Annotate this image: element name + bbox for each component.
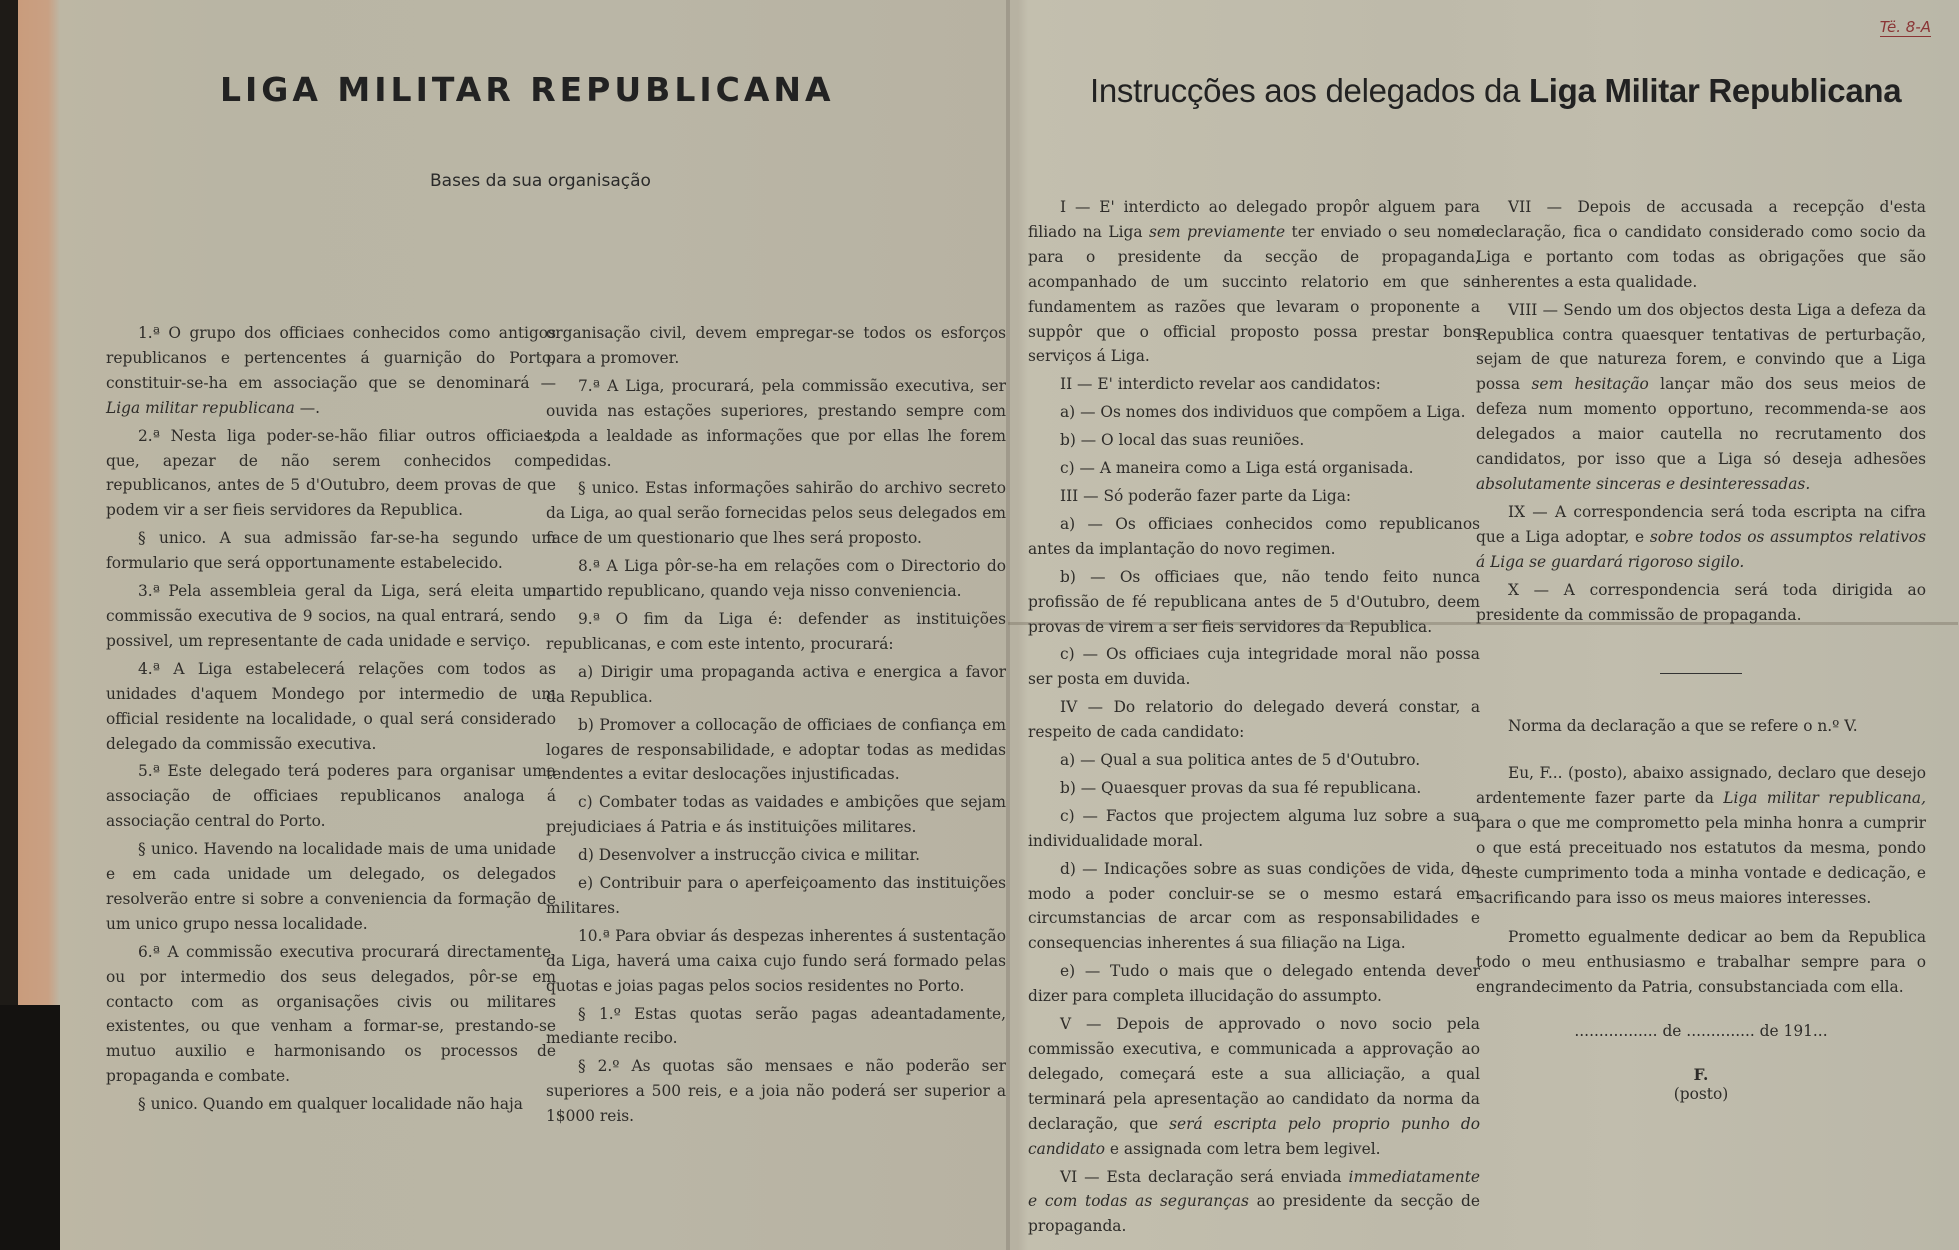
paragraph-number: 1.ª (138, 324, 160, 342)
paragraph (106, 657, 556, 757)
paragraph (106, 759, 556, 834)
paragraph (1476, 500, 1926, 575)
left-subtitle: Bases da sua organisação (430, 171, 651, 191)
scan-shadow (0, 1005, 60, 1250)
paragraph-text: Quaesquer provas da sua fé republicana. (1101, 778, 1422, 797)
paragraph (1028, 428, 1480, 453)
declaration-text-part2: para o que me comprometto pela minha honra a cumprir o que está preceituado nos estatutos da mesma, pondo neste cumprimento toda a minha vontade e dedicação, e sacrificando para isso os meus maiores interesses. (1476, 814, 1926, 907)
paragraph-number: a) — (1060, 751, 1096, 770)
paragraph-text-cont: —. (299, 398, 321, 417)
paragraph-text: Indicações sobre as suas condições de vida, de modo a poder concluir-se se o mesmo estará em circumstancias de arcar com as responsabilidades e consequencias inherentes á sua filiação na Liga. (1028, 859, 1480, 953)
paragraph-text: E' interdicto revelar aos candidatos: (1097, 375, 1381, 394)
paragraph-text: Promover a collocação de officiaes de confiança em logares de responsabilidade, e adoptar todas as medidas tendentes a evitar deslocações injustificadas. (546, 715, 1006, 784)
paragraph-number: II — (1060, 375, 1093, 394)
paragraph-number: VII — (1508, 198, 1563, 216)
paragraph (1028, 857, 1480, 957)
paragraph-number: a) — (1060, 403, 1096, 422)
instructions-column-1 (1028, 192, 1480, 1239)
right-title-regular: Instrucções aos delegados da (1090, 72, 1529, 109)
paragraph (1476, 298, 1926, 497)
declaration-heading: Norma da declaração a que se refere o n.º V. (1508, 717, 1858, 736)
paragraph (106, 424, 556, 524)
paragraph-text: Os officiaes cuja integridade moral não possa ser posta em duvida. (1028, 645, 1480, 689)
paragraph-text: As quotas são mensaes e não poderão ser superiores a 500 reis, e a joia não poderá ser superior a 1$000 reis. (546, 1057, 1006, 1126)
paragraph (1028, 565, 1480, 640)
paragraph (546, 1002, 1006, 1052)
paragraph-text: Combater todas as vaidades e ambições que sejam prejudiciaes á Patria e ás instituições militares. (546, 793, 1006, 837)
paragraph-number: c) — (1060, 806, 1098, 825)
paragraph-text: Qual a sua politica antes de 5 d'Outubro. (1100, 751, 1421, 770)
paragraph (1028, 456, 1480, 481)
paragraph-text: Estas quotas serão pagas adeantadamente, mediante recibo. (546, 1004, 1006, 1048)
paragraph-number: c) — (1060, 645, 1099, 664)
paragraph-text: Dirigir uma propaganda activa e energica a favor da Republica. (546, 662, 1006, 706)
paragraph (1028, 484, 1480, 509)
paragraph-emphasis: immediatamente e com todas as seguranças (1028, 1167, 1480, 1211)
paragraph-number: 2.ª (138, 426, 160, 445)
paragraph-number: § 1.º (578, 1004, 621, 1023)
paragraph (546, 924, 1006, 999)
paragraph-emphasis: sem hesitação (1531, 375, 1649, 394)
left-title: LIGA MILITAR REPUBLICANA (220, 70, 835, 109)
paragraph-number: 10.ª (578, 926, 610, 945)
paragraph-text: Contribuir para o aperfeiçoamento das instituições militares. (546, 874, 1006, 917)
paragraph-number: c) — (1060, 459, 1095, 478)
paragraph (1028, 195, 1480, 369)
paragraph-number: III — (1060, 486, 1099, 505)
paragraph-number: § unico. (138, 840, 199, 859)
right-title-bold: Liga Militar Republicana (1528, 72, 1902, 109)
paragraph-emphasis-2: absolutamente sinceras e desinteressadas. (1476, 474, 1811, 493)
paragraph-emphasis: sobre todos os assumptos relativos á Liga se guardará rigoroso sigilo. (1476, 527, 1926, 571)
paragraph-number: b) — (1060, 778, 1097, 797)
paragraph-text: Quando em qualquer localidade não haja (202, 1095, 523, 1114)
paragraph-number: e) (578, 874, 594, 893)
paragraph-number: a) (578, 662, 594, 681)
paragraph (1028, 776, 1480, 801)
paragraph (106, 1092, 556, 1117)
paragraph-text: Sendo um dos objectos desta Liga a defeza da Republica contra quaesquer tentativas de perturbação, sejam de que natureza forem, e convindo que a Liga possa (1476, 300, 1927, 394)
paragraph-number: b) — (1060, 431, 1097, 450)
paragraph-number: d) — (1060, 859, 1098, 878)
paragraph-text: Os nomes dos individuos que compõem a Liga. (1100, 403, 1466, 422)
paragraph-text-cont: ao presidente da secção de propaganda. (1028, 1192, 1480, 1236)
instructions-column-2 (1476, 192, 1926, 1104)
paragraph-text: Depois de accusada a recepção d'esta declaração, fica o candidato considerado como socio da Liga e portanto com todas as obrigações que são inherentes a esta qualidade. (1476, 198, 1926, 291)
declaration-text (1476, 761, 1926, 910)
paragraph-number: 7.ª (578, 376, 600, 395)
paragraph-text: Os officiaes que, não tendo feito nunca profissão de fé republicana antes de 5 d'Outubro, deem provas de virem a ser fieis servidores da Republica. (1028, 567, 1480, 636)
paragraph-text: A Liga estabelecerá relações com todos as unidades d'aquem Mondego por intermedio de um official residente na localidade, o qual será considerado delegado da commissão executiva. (106, 659, 556, 753)
paragraph-number: IX — (1508, 502, 1548, 521)
paragraph-number: d) (578, 846, 594, 865)
paragraph-number: 5.ª (138, 762, 160, 781)
paragraph-text: Factos que projectem alguma luz sobre a sua individualidade moral. (1028, 806, 1480, 850)
declaration-text-part1: Eu, F... (posto), abaixo assignado, declaro que desejo ardentemente fazer parte da (1476, 764, 1926, 808)
paragraph (546, 321, 1006, 371)
paragraph-number: VIII — (1508, 300, 1558, 319)
paragraph-number: 4.ª (138, 659, 160, 678)
statutes-column-2 (546, 318, 1006, 1129)
paragraph (1028, 959, 1480, 1009)
paragraph-number: § unico. (138, 529, 207, 548)
paragraph-number: b) — (1060, 567, 1106, 586)
paragraph-text: Nesta liga poder-se-hão filiar outros officiaes, que, apezar de não serem conhecidos como republicanos, antes de 5 d'Outubro, deem provas de que podem vir a ser fieis servidores da Republica. (106, 426, 556, 520)
instructions-list (1476, 195, 1926, 627)
paragraph (546, 1054, 1006, 1129)
signature-block (1476, 1066, 1926, 1104)
paragraph (1028, 804, 1480, 854)
paragraph (106, 837, 556, 937)
signature-rank: (posto) (1673, 1085, 1729, 1104)
paragraph-text: Desenvolver a instrucção civica e militar. (598, 846, 921, 865)
paragraph (546, 660, 1006, 710)
paragraph (546, 554, 1006, 604)
paragraph-emphasis: Liga militar republicana (106, 398, 295, 417)
paragraph (546, 476, 1006, 551)
paragraph-number: 9.ª (578, 609, 600, 628)
paragraph (106, 526, 556, 576)
paragraph (1028, 1165, 1480, 1240)
paragraph-number: § 2.º (578, 1057, 620, 1076)
paragraph-number: VI — (1060, 1167, 1100, 1186)
paragraph-text: Estas informações sahirão do archivo secreto da Liga, ao qual serão fornecidas pelos seus delegados em face de um questionario que lhes será proposto. (546, 479, 1006, 548)
paragraph (106, 321, 556, 421)
paragraph-text: A Liga pôr-se-ha em relações com o Directorio do partido republicano, quando veja nisso conveniencia. (546, 557, 1006, 601)
paragraph-text: O fim da Liga é: defender as instituições republicanas, e com este intento, procurará: (546, 609, 1006, 653)
paragraph-text: Depois de approvado o novo socio pela commissão executiva, e communicada a approvação ao delegado, começará este a sua alliciação, a qual terminará pela apresentação ao candidato da norma da declaração, que (1028, 1015, 1480, 1133)
paragraph-text: O grupo dos officiaes conhecidos como antigos republicanos e pertencentes á guarnição do Porto, constituir-se-ha em associação que se denominará — (106, 324, 556, 392)
paragraph-text: E' interdicto ao delegado propôr alguem para filiado na Liga (1028, 198, 1480, 241)
paragraph-text: A correspondencia será toda escripta na cifra que a Liga adoptar, e (1476, 502, 1926, 546)
paragraph-emphasis: será escripta pelo proprio punho do candidato (1028, 1114, 1480, 1158)
paragraph-text: Pela assembleia geral da Liga, será eleita uma commissão executiva de 9 socios, na qual entrará, sendo possivel, um representante de cada unidade e serviço. (106, 582, 556, 650)
paragraph-number: c) (578, 793, 593, 812)
paragraph-text: O local das suas reuniões. (1101, 431, 1305, 450)
paragraph (546, 607, 1006, 657)
paragraph-number: V — (1060, 1015, 1102, 1034)
paragraph-text: Este delegado terá poderes para organisar uma associação de officiaes republicanos analoga á associação central do Porto. (106, 762, 556, 831)
paragraph-text: Os officiaes conhecidos como republicanos antes da implantação do novo regimen. (1028, 514, 1480, 558)
section-divider (1660, 673, 1742, 674)
paragraph (1028, 642, 1480, 692)
paragraph-number: b) (578, 715, 594, 734)
paragraph (1028, 1012, 1480, 1161)
paragraph-text: Esta declaração será enviada (1106, 1167, 1342, 1186)
paragraph-text: Tudo o mais que o delegado entenda dever dizer para completa illucidação do assumpto. (1028, 962, 1480, 1006)
paragraph-text-cont: lançar mão dos seus meios de defeza num momento opportuno, recommenda-se aos delegados a maior cautella no recrutamento dos candidatos, por isso que a Liga só deseja adhesões (1476, 375, 1926, 469)
paragraph-number: 8.ª (578, 557, 600, 576)
dateline: ................. de .............. de 191... (1574, 1022, 1828, 1041)
paragraph (106, 579, 556, 654)
signature-name: F. (1693, 1066, 1709, 1085)
paragraph (546, 790, 1006, 840)
paragraph-number: I — (1060, 198, 1091, 216)
paragraph-text-cont: e assignada com letra bem legivel. (1109, 1139, 1381, 1158)
paragraph-text: Do relatorio do delegado deverá constar, a respeito de cada candidato: (1028, 698, 1480, 742)
promise-text: Prometto egualmente dedicar ao bem da Republica todo o meu enthusiasmo e trabalhar sempre para o engrandecimento da Patria, consubstanciada com ella. (1476, 927, 1926, 996)
paragraph (1476, 195, 1926, 295)
paragraph (106, 940, 556, 1089)
paragraph-number: a) — (1060, 514, 1103, 533)
paragraph-text: A commissão executiva procurará directamente, ou por intermedio dos seus delegados, pôr-se em contacto com as organisações civis ou militares existentes, ou que venham a formar-se, prestando-se mutuo auxilio e harmonisando os processos de propaganda e combate. (106, 942, 556, 1086)
paragraph-number: X — (1508, 580, 1550, 599)
paragraph-text-cont: ter enviado o seu nome para o presidente da secção de propaganda, acompanhado de um succinto relatorio em que se fundamentem as razões que levaram o proponente a suppôr que o official proposto possa prestar bons serviços á Liga. (1028, 222, 1480, 366)
paragraph-text: Havendo na localidade mais de uma unidade e em cada unidade um delegado, os delegados resolverão entre si sobre a conveniencia da formação de um unico grupo nessa localidade. (106, 840, 556, 933)
fold-line-vertical (1006, 0, 1010, 1250)
paragraph (546, 843, 1006, 868)
paragraph-text: A maneira como a Liga está organisada. (1099, 459, 1414, 478)
paragraph (1028, 695, 1480, 745)
paragraph-number: § unico. (578, 479, 640, 498)
right-title (1090, 72, 1901, 110)
paragraph-number: 3.ª (138, 582, 160, 601)
paragraph-text: A sua admissão far-se-ha segundo um formulario que será opportunamente estabelecido. (106, 529, 556, 573)
archive-reference-mark: Të. 8-A (1879, 18, 1931, 36)
declaration-text-league: Liga militar republicana, (1723, 789, 1926, 808)
paragraph-text: Só poderão fazer parte da Liga: (1103, 486, 1352, 505)
paragraph-number: 6.ª (138, 942, 160, 961)
paragraph (1476, 578, 1926, 628)
paragraph-emphasis: sem previamente (1149, 222, 1286, 241)
paragraph (546, 374, 1006, 474)
statutes-column-1 (106, 318, 556, 1117)
paragraph (1028, 748, 1480, 773)
paragraph-text: organisação civil, devem empregar-se todos os esforços para a promover. (546, 324, 1006, 367)
paragraph-number: IV — (1060, 698, 1104, 717)
paragraph-number: § unico. (138, 1095, 198, 1114)
paragraph (1028, 512, 1480, 562)
paragraph (1028, 372, 1480, 397)
paragraph (546, 871, 1006, 921)
document-sheet (18, 0, 1959, 1250)
paragraph-number: e) — (1060, 962, 1101, 981)
paragraph (1028, 400, 1480, 425)
paragraph-text: Para obviar ás despezas inherentes á sustentação da Liga, haverá uma caixa cujo fundo será formado pelas quotas e joias pagas pelos socios residentes no Porto. (546, 926, 1006, 995)
paragraph (546, 713, 1006, 788)
paragraph-text: A correspondencia será toda dirigida ao presidente da commissão de propaganda. (1476, 580, 1926, 624)
paragraph-text: A Liga, procurará, pela commissão executiva, ser ouvida nas estações superiores, prestando sempre com toda a lealdade as informações que por ellas lhe forem pedidas. (546, 376, 1006, 470)
